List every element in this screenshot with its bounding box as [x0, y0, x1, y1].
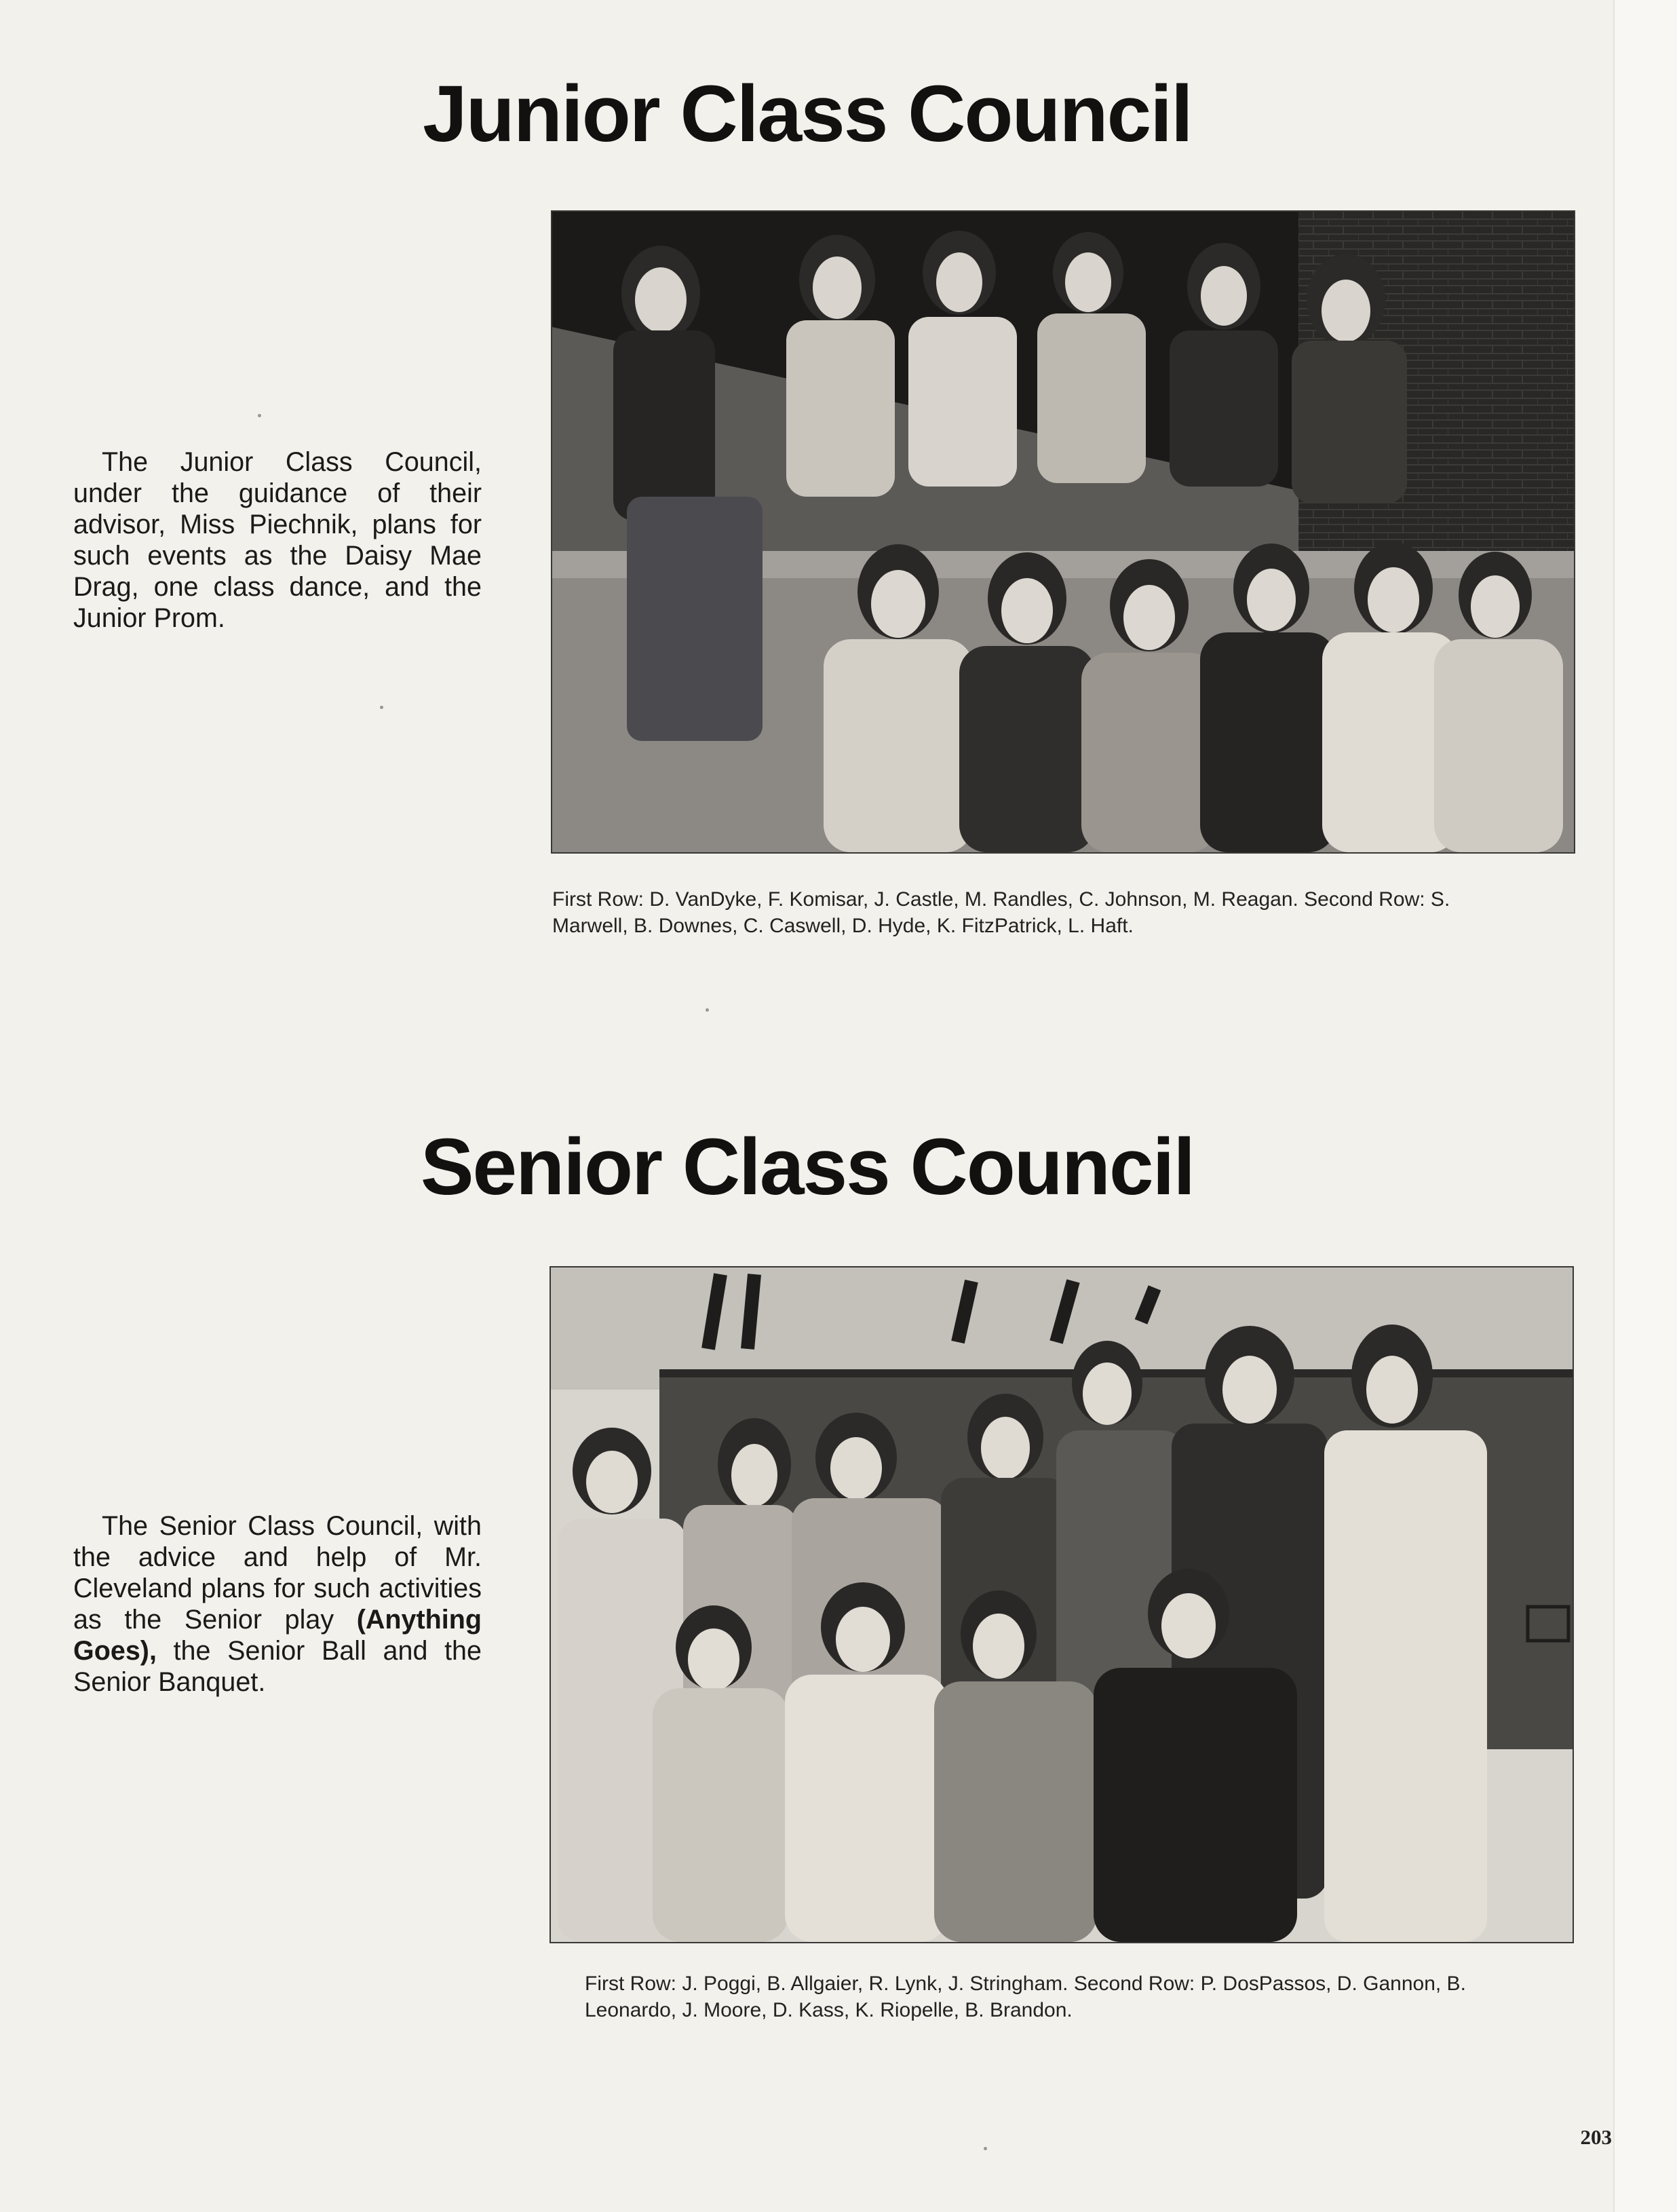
- junior-council-description: The Junior Class Council, under the guidance of their advisor, Miss Piechnik, plans for such events as the Daisy Mae Drag, one class dance, and the Junior Prom.: [73, 447, 482, 633]
- senior-council-group-photo: [550, 1266, 1574, 1943]
- senior-play-title: (Anything Goes),: [73, 1605, 482, 1666]
- print-speck: [380, 706, 383, 709]
- print-speck: [258, 414, 261, 417]
- junior-photo-illustration: [552, 212, 1574, 852]
- senior-description-part-2: the Senior Ball and the Senior Banquet.: [73, 1636, 482, 1697]
- senior-photo-caption: First Row: J. Poggi, B. Allgaier, R. Lynk, J. Stringham. Second Row: P. DosPassos, D. Gannon, B. Leonardo, J. Moore, D. Kass, K. Riopelle, B. Brandon.: [585, 1972, 1466, 2021]
- senior-photo-illustration: [551, 1267, 1573, 1942]
- senior-description-part-1: The Senior Class Council, with the advice and help of Mr. Cleveland plans for such activities as the Senior play: [73, 1511, 482, 1635]
- senior-council-description: [73, 1510, 482, 1698]
- print-speck: [984, 2147, 987, 2150]
- print-speck: [706, 1008, 709, 1012]
- junior-photo-caption: First Row: D. VanDyke, F. Komisar, J. Castle, M. Randles, C. Johnson, M. Reagan. Second Row: S. Marwell, B. Downes, C. Caswell, D. Hyde, K. FitzPatrick, L. Haft.: [552, 888, 1450, 937]
- junior-council-title: Junior Class Council: [423, 69, 1192, 159]
- senior-council-title: Senior Class Council: [420, 1122, 1195, 1212]
- page-edge: [1613, 0, 1677, 2212]
- junior-council-group-photo: [551, 210, 1575, 854]
- page-number: 203: [1580, 2125, 1612, 2149]
